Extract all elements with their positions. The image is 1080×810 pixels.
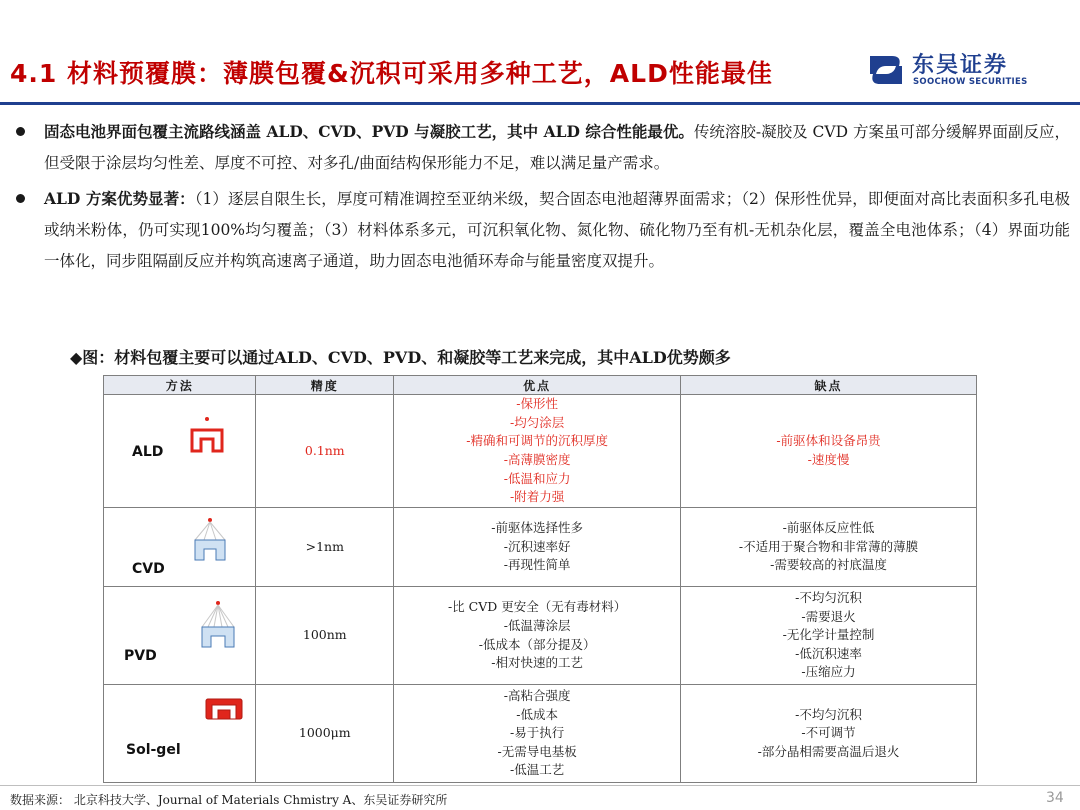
method-label: PVD — [124, 648, 157, 664]
cons-cell — [681, 587, 977, 685]
method-label: CVD — [132, 561, 165, 577]
bullet-dot-icon — [16, 194, 25, 203]
sol-gel-process-icon — [204, 697, 244, 721]
method-label: ALD — [132, 444, 164, 460]
precision-cell: 0.1nm — [256, 395, 394, 508]
cons-item: -不均匀沉积 — [795, 706, 862, 722]
logo-chinese-name: 东吴证券 — [912, 53, 1009, 78]
table-row — [104, 685, 977, 783]
title-bar — [0, 44, 1080, 104]
pros-cell — [394, 587, 681, 685]
pros-item: -低温和应力 — [503, 470, 571, 486]
pros-item: -低温工艺 — [509, 762, 565, 778]
figure-caption: ◆图：材料包覆主要可以通过ALD、CVD、PVD、和凝胶等工艺来完成，其中ALD优势颇多 — [70, 348, 731, 367]
pros-item: -高粘合强度 — [503, 688, 571, 704]
pros-item: -沉积速率好 — [503, 538, 571, 554]
pros-item: -无需导电基板 — [497, 743, 577, 759]
comparison-table — [103, 375, 977, 783]
method-cell — [104, 685, 256, 783]
pros-item: -易于执行 — [509, 725, 565, 741]
precision-cell: >1nm — [256, 508, 394, 587]
pvd-process-icon — [198, 599, 238, 649]
method-label: Sol-gel — [126, 742, 181, 758]
pros-item: -再现性简单 — [503, 557, 571, 573]
pros-item: -低成本（部分提及） — [478, 636, 596, 652]
header-method: 方法 — [104, 376, 256, 395]
cons-item: -前驱体反应性低 — [782, 520, 875, 536]
cons-cell — [681, 685, 977, 783]
precision-cell: 1000μm — [256, 685, 394, 783]
cvd-process-icon — [190, 516, 230, 562]
method-cell — [104, 508, 256, 587]
ald-process-icon — [187, 415, 227, 453]
cons-cell — [681, 395, 977, 508]
table-row — [104, 395, 977, 508]
method-cell — [104, 395, 256, 508]
cons-item: -需要较高的衬底温度 — [770, 557, 887, 573]
pros-item: -前驱体选择性多 — [491, 520, 583, 536]
cons-item: -压缩应力 — [801, 664, 856, 680]
header-precision: 精度 — [256, 376, 394, 395]
bullet-text: 传统溶胶-凝胶及 CVD 方案虽可部分缓解界面副反应，但受限于涂层均匀性差、厚度不可控、对多孔/曲面结构保形能力不足，难以满足量产需求。 — [44, 123, 1070, 172]
cons-item: -低沉积速率 — [795, 645, 862, 661]
cons-item: -前驱体和设备昂贵 — [776, 433, 881, 449]
company-logo — [866, 48, 1066, 92]
bullet-item — [10, 116, 1070, 179]
pros-item: -低成本 — [516, 706, 558, 722]
cons-item: -不均匀沉积 — [795, 590, 862, 606]
table-row — [104, 587, 977, 685]
footer-divider — [0, 785, 1080, 786]
pros-item: -高薄膜密度 — [503, 452, 571, 467]
bullet-text: （1）逐层自限生长，厚度可精准调控至亚纳米级，契合固态电池超薄界面需求；（2）保形性优异，即便面对高比表面积多孔电极或纳米粉体，仍可实现100%均匀覆盖；（3）材料体系多元，可沉积氧化物、氮化物、硫化物乃至有机-无机杂化层，覆盖全电池体系；（4）界面功能一体化，同步阻隔副反应并构筑高速离子通道，助力固态电池循环寿命与能量密度双提升。 — [44, 190, 1070, 270]
cons-item: -需要退火 — [801, 608, 856, 624]
page-number: 34 — [1046, 790, 1064, 806]
bullet-lead: 固态电池界面包覆主流路线涵盖 ALD、CVD、PVD 与凝胶工艺，其中 ALD 综合性能最优。 — [44, 122, 694, 141]
header-pros: 优点 — [394, 376, 681, 395]
pros-item: -精确和可调节的沉积厚度 — [466, 433, 608, 449]
soochow-logo-icon — [866, 50, 906, 90]
cons-item: -无化学计量控制 — [782, 627, 875, 643]
pros-cell — [394, 685, 681, 783]
pros-cell — [394, 508, 681, 587]
pros-item: -比 CVD 更安全（无有毒材料） — [447, 599, 627, 615]
cons-item: -不适用于聚合物和非常薄的薄膜 — [738, 538, 919, 554]
pros-item: -相对快速的工艺 — [491, 655, 583, 671]
pros-item: -保形性 — [516, 396, 558, 412]
cons-cell — [681, 508, 977, 587]
logo-english-name: SOOCHOW SECURITIES — [913, 77, 1028, 87]
title-divider — [0, 102, 1080, 105]
table-row — [104, 508, 977, 587]
cons-item: -速度慢 — [807, 452, 850, 467]
bullet-list — [10, 116, 1070, 281]
pros-item: -低温薄涂层 — [503, 617, 571, 633]
data-source: 数据来源： 北京科技大学、Journal of Materials Chmistry A、东吴证券研究所 — [10, 793, 448, 807]
bullet-lead: ALD 方案优势显著： — [44, 189, 195, 208]
pros-item: -附着力强 — [509, 489, 565, 505]
table-header-row — [104, 376, 977, 395]
cons-item: -不可调节 — [801, 725, 856, 741]
bullet-dot-icon — [16, 127, 25, 136]
bullet-item — [10, 183, 1070, 277]
pros-cell — [394, 395, 681, 508]
pros-item: -均匀涂层 — [509, 414, 565, 430]
precision-cell: 100nm — [256, 587, 394, 685]
page-title: 4.1 材料预覆膜：薄膜包覆&沉积可采用多种工艺，ALD性能最佳 — [10, 59, 773, 88]
cons-item: -部分晶相需要高温后退火 — [757, 743, 900, 759]
header-cons: 缺点 — [681, 376, 977, 395]
method-cell — [104, 587, 256, 685]
